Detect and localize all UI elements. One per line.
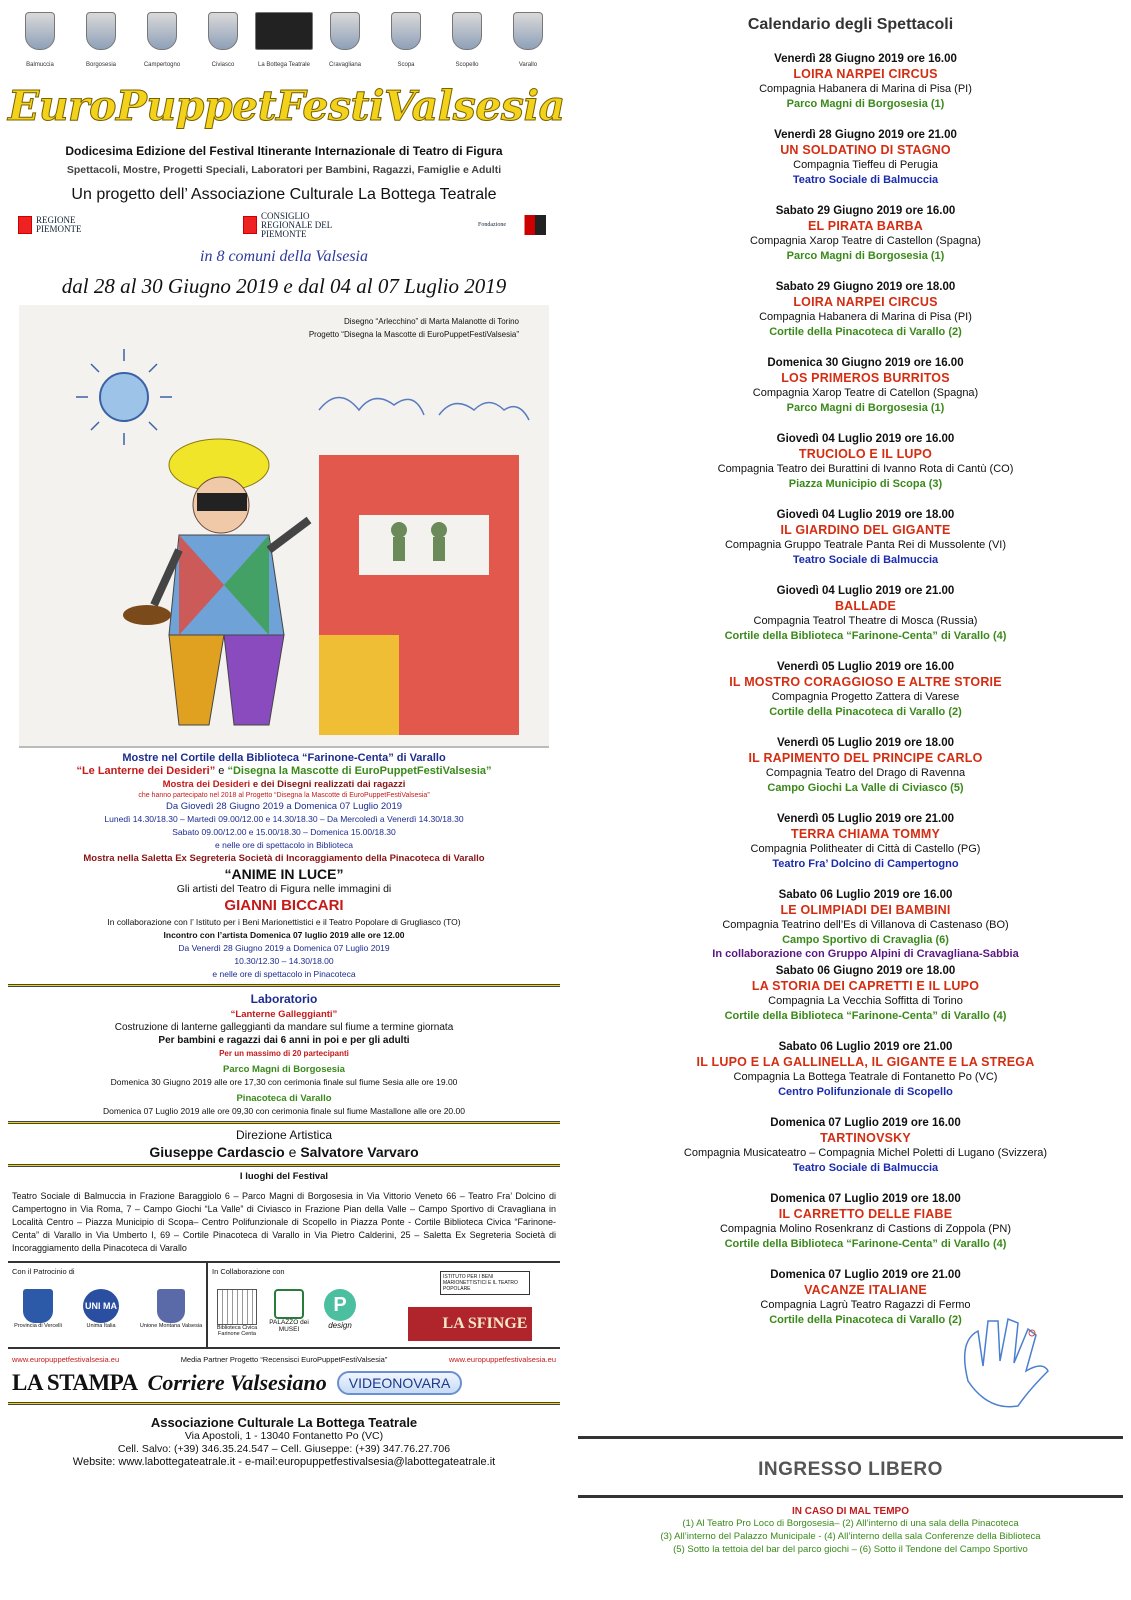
event-company: Compagnia Lagrù Teatro Ragazzi di Fermo <box>760 1299 971 1311</box>
event-item <box>578 1116 1123 1192</box>
event-title: TRUCIOLO E IL LUPO <box>798 447 933 461</box>
event-title: BALLADE <box>834 599 897 613</box>
istituto-marionette-logo: ISTITUTO PER I BENI MARIONETTISTICI E IL TEATRO POPOLARE <box>440 1271 530 1295</box>
event-venue: Piazza Municipio di Scopa (3) <box>788 478 943 490</box>
event-venue: Cortile della Pinacoteca di Varallo (2) <box>769 706 962 718</box>
places-text: Teatro Sociale di Balmuccia in Frazione Baraggiolo 6 – Parco Magni di Borgosesia in Via Vittorio Veneto 66 – Teatro Fra’ Dolcino di Campertogno in Via Roma, 7 – Campo Giochi “La Valle” di Civiasco in Frazione Pian della Valle – Campo Sportivo di Cravagliana in Località Centro – Piazza Municipio di Scopa– Centro Polifunzionale di Scopello in Piazza Ponte - Cortile Biblioteca Civica “Farinone-Centa” di Varallo in Via Umberto I, 69 – Cortile Pinacoteca di Varallo in Via Pietro Calderini, 25 – Saletta Ex Segreteria Società di Incoraggiamento della Pinacoteca di Varallo <box>12 1191 556 1253</box>
contacts: Associazione Culturale La Bottega Teatrale Via Apostoli, 1 - 13040 Fontanetto Po (VC) Cell. Salvo: (+39) 346.35.24.547 – Cell. Giuseppe: (+39) 347.76.27.706 Website: www.labottegateatrale.it - e-mail:europuppetfestivalsesia@labottegateatrale.it <box>8 1415 560 1469</box>
event-title: TERRA CHIAMA TOMMY <box>791 827 940 841</box>
event-extra: In collaborazione con Gruppo Alpini di Cravagliana-Sabbia <box>712 948 1019 960</box>
right-column <box>578 6 1123 1596</box>
lbt-logo-icon <box>255 12 313 50</box>
event-date: Sabato 29 Giugno 2019 ore 16.00 <box>775 205 956 217</box>
logo-scopello: Scopello <box>441 6 493 72</box>
logo-balmuccia: Balmuccia <box>14 6 66 72</box>
event-date: Giovedì 04 Luglio 2019 ore 18.00 <box>776 509 955 521</box>
free-entry: INGRESSO LIBERO <box>758 1459 943 1480</box>
event-date: Venerdì 05 Luglio 2019 ore 21.00 <box>776 813 955 825</box>
events-list <box>578 52 1123 1344</box>
event-venue: Teatro Sociale di Balmuccia <box>792 554 939 566</box>
event-company: Compagnia Progetto Zattera di Varese <box>771 691 960 703</box>
event-item <box>578 964 1123 1040</box>
child-drawing-illustration <box>19 305 549 748</box>
logo-borgosesia: Borgosesia <box>75 6 127 72</box>
event-title: UN SOLDATINO DI STAGNO <box>780 143 951 157</box>
event-venue: Parco Magni di Borgosesia (1) <box>786 402 945 414</box>
event-item <box>578 432 1123 508</box>
event-item <box>578 356 1123 432</box>
event-company: Compagnia Teatrol Theatre di Mosca (Russia) <box>753 615 978 627</box>
event-item <box>578 660 1123 736</box>
event-date: Sabato 29 Giugno 2019 ore 18.00 <box>775 281 956 293</box>
event-venue: Teatro Sociale di Balmuccia <box>792 174 939 186</box>
event-date: Domenica 30 Giugno 2019 ore 16.00 <box>767 357 964 369</box>
crest-icon <box>513 12 543 50</box>
logo-varallo: Varallo <box>502 6 554 72</box>
event-title: LOIRA NARPEI CIRCUS <box>793 295 938 309</box>
edition-line: Dodicesima Edizione del Festival Itinerante Internazionale di Teatro di Figura <box>65 144 503 158</box>
event-company: Compagnia Habanera di Marina di Pisa (PI) <box>759 311 972 323</box>
event-company: Compagnia Musicateatro – Compagnia Michel Poletti di Lugano (Svizzera) <box>683 1147 1048 1159</box>
divider <box>8 1402 560 1405</box>
hand-drawing-icon <box>948 1311 1068 1421</box>
event-date: Venerdì 28 Giugno 2019 ore 16.00 <box>774 53 957 65</box>
event-date: Domenica 07 Luglio 2019 ore 18.00 <box>770 1193 961 1205</box>
event-venue: Cortile della Biblioteca “Farinone-Centa” di Varallo (4) <box>724 630 1007 642</box>
event-company: Compagnia Teatro del Drago di Ravenna <box>765 767 966 779</box>
festival-dates: dal 28 al 30 Giugno 2019 e dal 04 al 07 Luglio 2019 <box>61 274 507 298</box>
website-link[interactable]: www.europuppetfestivalsesia.eu <box>448 1355 556 1364</box>
fondazione-logo: Fondazione <box>478 215 546 235</box>
unione-montana-logo: Unione Montana Valsesia <box>138 1289 204 1329</box>
divider <box>8 1121 560 1124</box>
sun-icon <box>76 349 172 445</box>
event-venue: Parco Magni di Borgosesia (1) <box>786 98 945 110</box>
sponsor-logos <box>18 212 546 238</box>
event-title: IL GIARDINO DEL GIGANTE <box>780 523 951 537</box>
event-title: IL LUPO E LA GALLINELLA, IL GIGANTE E LA STREGA <box>696 1055 1035 1069</box>
event-venue: Campo Sportivo di Cravaglia (6) <box>782 934 949 946</box>
municipality-logos <box>8 6 560 72</box>
event-item <box>578 1040 1123 1116</box>
event-date: Domenica 07 Luglio 2019 ore 16.00 <box>770 1117 961 1129</box>
workshop-section: Laboratorio “Lanterne Galleggianti” Costruzione di lanterne galleggianti da mandare sul fiume a termine giornata Per bambini e ragazzi dai 6 anni in poi e per gli adulti Per un massimo di 20 partecipanti Parco Magni di Borgosesia Domenica 30 Giugno 2019 alle ore 17,30 con cerimonia finale sul fiume Sesia alle ore 19.00 Pinacoteca di Varallo Domenica 07 Luglio 2019 alle ore 09,30 con cerimonia finale sul fiume Mastallone alle ore 20.00 <box>103 992 465 1116</box>
crest-icon <box>208 12 238 50</box>
provincia-vercelli-logo: Provincia di Vercelli <box>14 1289 62 1329</box>
patronage-box: Con il Patrocinio di Provincia di Vercelli UNI MA Unima Italia Unione Montana Valsesia In Collaborazione con Biblioteca Civica Farinone Centa PALAZZO dei MUSEI P design ISTITUTO PER I BENI MARIONETTISTICI E IL TEATRO POPOLARE LA SFINGE <box>8 1261 560 1349</box>
event-venue: Teatro Sociale di Balmuccia <box>792 1162 939 1174</box>
towns-line: in 8 comuni della Valsesia <box>200 248 368 265</box>
event-company: Compagnia Gruppo Teatrale Panta Rei di Mussolente (VI) <box>724 539 1007 551</box>
drawing-caption: Disegno “Arlecchino” di Marta Malanotte di Torino Progetto “Disegna la Mascotte di EuroPuppetFestiValsesia” <box>308 317 519 339</box>
event-item <box>578 280 1123 356</box>
free-entry-box <box>578 1436 1123 1498</box>
logo-bottega-teatrale: La Bottega Teatrale <box>258 6 310 72</box>
activities-line: Spettacoli, Mostre, Progetti Speciali, Laboratori per Bambini, Ragazzi, Famiglie e Adulti <box>66 164 502 176</box>
places-heading: I luoghi del Festival <box>239 1171 329 1182</box>
palazzo-musei-logo: PALAZZO dei MUSEI <box>266 1289 312 1333</box>
videonovara-logo: VIDEONOVARA <box>337 1371 463 1395</box>
event-venue: Teatro Fra’ Dolcino di Campertogno <box>772 858 959 870</box>
event-company: Compagnia Xarop Teatre di Catellon (Spagna) <box>752 387 979 399</box>
logo-scopa: Scopa <box>380 6 432 72</box>
event-venue: Cortile della Pinacoteca di Varallo (2) <box>769 1314 962 1326</box>
consiglio-regionale-logo: CONSIGLIO REGIONALE DEL PIEMONTE <box>243 212 341 239</box>
la-sfinge-logo: LA SFINGE <box>408 1307 532 1341</box>
website-link[interactable]: www.europuppetfestivalsesia.eu <box>12 1355 120 1364</box>
event-title: TARTINOVSKY <box>820 1131 911 1145</box>
crest-icon <box>86 12 116 50</box>
event-company: Compagnia Tieffeu di Perugia <box>793 159 938 171</box>
press-logos <box>8 1370 560 1396</box>
event-item <box>578 812 1123 888</box>
logo-cravagliana: Cravagliana <box>319 6 371 72</box>
event-date: Sabato 06 Giugno 2019 ore 18.00 <box>775 965 956 977</box>
event-date: Giovedì 04 Luglio 2019 ore 21.00 <box>776 585 955 597</box>
event-date: Venerdì 05 Luglio 2019 ore 18.00 <box>776 737 955 749</box>
fondazione-icon <box>510 215 546 235</box>
event-venue: Campo Giochi La Valle di Civiasco (5) <box>767 782 964 794</box>
event-item <box>578 52 1123 128</box>
event-date: Sabato 06 Luglio 2019 ore 16.00 <box>778 889 953 901</box>
event-company: Compagnia La Vecchia Soffitta di Torino <box>768 995 963 1007</box>
left-column <box>8 6 565 1596</box>
calendar-title: Calendario degli Spettacoli <box>747 16 954 33</box>
divider <box>8 1164 560 1167</box>
cloud-icon <box>319 398 424 416</box>
la-stampa-logo: LA STAMPA <box>12 1370 138 1395</box>
corriere-valsesiano-logo: Corriere Valsesiano <box>147 1370 327 1395</box>
artistic-direction: Direzione Artistica Giuseppe Cardascio e Salvatore Varvaro <box>149 1128 419 1160</box>
event-venue: Parco Magni di Borgosesia (1) <box>786 250 945 262</box>
event-company: Compagnia Politheater di Città di Castello (PG) <box>750 843 981 855</box>
event-title: LE OLIMPIADI DEI BAMBINI <box>780 903 951 917</box>
event-date: Domenica 07 Luglio 2019 ore 21.00 <box>770 1269 961 1281</box>
event-company: Compagnia Habanera di Marina di Pisa (PI) <box>759 83 972 95</box>
event-company: Compagnia Molino Rosenkranz di Castions di Zoppola (PN) <box>719 1223 1012 1235</box>
project-line: Un progetto dell’ Associazione Culturale La Bottega Teatrale <box>71 186 497 203</box>
harlequin-figure <box>123 439 309 725</box>
logo-campertogno: Campertogno <box>136 6 188 72</box>
event-title: VACANZE ITALIANE <box>804 1283 927 1297</box>
event-venue: Cortile della Biblioteca “Farinone-Centa” di Varallo (4) <box>724 1238 1007 1250</box>
event-title: LOS PRIMEROS BURRITOS <box>781 371 950 385</box>
event-company: Compagnia La Bottega Teatrale di Fontanetto Po (VC) <box>733 1071 998 1083</box>
event-title: LOIRA NARPEI CIRCUS <box>793 67 938 81</box>
logo-civiasco: Civiasco <box>197 6 249 72</box>
event-item <box>578 1192 1123 1268</box>
crest-icon <box>330 12 360 50</box>
flag-icon <box>18 216 32 234</box>
regione-piemonte-logo: REGIONE PIEMONTE <box>18 216 106 234</box>
cloud-icon <box>439 403 529 421</box>
crest-icon <box>391 12 421 50</box>
divider <box>8 984 560 987</box>
unima-logo: UNI MA Unima Italia <box>78 1289 124 1329</box>
biblioteca-logo: Biblioteca Civica Farinone Centa <box>212 1289 262 1337</box>
event-item <box>578 736 1123 812</box>
contact-web-email[interactable]: Website: www.labottegateatrale.it - e-mail:europuppetfestivalsesia@labottegateatrale.it <box>72 1456 496 1468</box>
media-partner-line: www.europuppetfestivalsesia.eu Media Partner Progetto “Recensisci EuroPuppetFestiValsesia” www.europuppetfestivalsesia.eu <box>12 1355 556 1364</box>
crest-icon <box>452 12 482 50</box>
event-company: Compagnia Xarop Teatre di Castellon (Spagna) <box>750 235 981 247</box>
p-design-logo: P design <box>318 1289 362 1330</box>
event-title: IL RAPIMENTO DEL PRINCIPE CARLO <box>748 751 983 765</box>
event-item <box>578 508 1123 584</box>
event-company: Compagnia Teatrino dell’Es di Villanova di Castenaso (BO) <box>722 919 1009 931</box>
festival-title: EuroPuppetFestiValsesia <box>8 82 565 130</box>
crest-icon <box>25 12 55 50</box>
event-date: Giovedì 04 Luglio 2019 ore 16.00 <box>776 433 955 445</box>
puppet-theater <box>319 455 519 735</box>
event-item <box>578 584 1123 660</box>
event-item <box>578 888 1123 964</box>
event-title: IL CARRETTO DELLE FIABE <box>778 1207 953 1221</box>
arlecchino-drawing <box>19 305 549 748</box>
event-title: EL PIRATA BARBA <box>807 219 924 233</box>
event-item <box>578 204 1123 280</box>
crest-icon <box>147 12 177 50</box>
exhibitions-section: Mostre nel Cortile della Biblioteca “Farinone-Centa” di Varallo “Le Lanterne dei Desideri” e “Disegna la Mascotte di EuroPuppetFestiValsesia” Mostra dei Desideri e dei Disegni realizzati dai ragazzi che hanno partecipato nel 2018 al Progetto “Disegna la Mascotte di EuroPuppetFestiValsesia” Da Giovedì 28 Giugno 2019 a Domenica 07 Luglio 2019 Lunedì 14.30/18.30 – Martedì 09.00/12.00 e 14.30/18.30 – Da Mercoledì a Venerdì 14.30/18.30 Sabato 09.00/12.00 e 15.00/18.30 – Domenica 15.00/18.30 e nelle ore di spettacolo in Biblioteca Mostra nella Saletta Ex Segreteria Società di Incoraggiamento della Pinacoteca di Varallo “ANIME IN LUCE” Gli artisti del Teatro di Figura nelle immagini di GIANNI BICCARI In collaborazione con l’ Istituto per i Beni Marionettistici e il Teatro Popolare di Grugliasco (TO) Incontro con l’artista Domenica 07 luglio 2019 alle ore 12.00 Da Venerdì 28 Giugno 2019 a Domenica 07 Luglio 2019 10.30/12.30 – 14.30/18.00 e nelle ore di spettacolo in Pinacoteca <box>76 752 492 979</box>
event-company: Compagnia Teatro dei Burattini di Ivanno Rota di Cantù (CO) <box>717 463 1014 475</box>
event-title: IL MOSTRO CORAGGIOSO E ALTRE STORIE <box>729 675 1002 689</box>
event-venue: Cortile della Pinacoteca di Varallo (2) <box>769 326 962 338</box>
event-date: Venerdì 05 Luglio 2019 ore 16.00 <box>776 661 955 673</box>
event-date: Venerdì 28 Giugno 2019 ore 21.00 <box>774 129 957 141</box>
event-date: Sabato 06 Luglio 2019 ore 21.00 <box>778 1041 953 1053</box>
event-venue: Centro Polifunzionale di Scopello <box>778 1086 953 1098</box>
event-venue: Cortile della Biblioteca “Farinone-Centa” di Varallo (4) <box>724 1010 1007 1022</box>
bad-weather-notes: IN CASO DI MAL TEMPO (1) Al Teatro Pro Loco di Borgosesia– (2) All’interno di una sala della Pinacoteca (3) All’interno del Palazzo Municipale - (4) All’interno della sala Conferenze della Biblioteca (5) Sotto la tettoia del bar del parco giochi – (6) Sotto il Tendone del Campo Sportivo <box>660 1506 1041 1555</box>
event-item <box>578 128 1123 204</box>
flag-icon <box>243 216 257 234</box>
event-title: LA STORIA DEI CAPRETTI E IL LUPO <box>751 979 980 993</box>
